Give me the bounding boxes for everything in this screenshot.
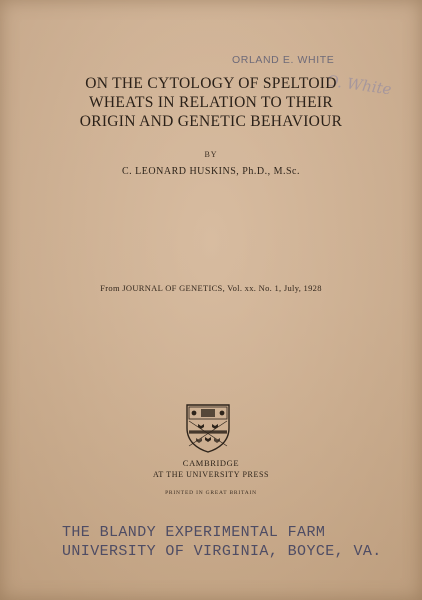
- library-stamp-line-1: THE BLANDY EXPERIMENTAL FARM: [62, 524, 326, 541]
- handwritten-signature: O. White: [325, 71, 393, 99]
- owner-stamp: ORLAND E. WHITE: [232, 54, 335, 66]
- publisher-press: AT THE UNIVERSITY PRESS: [152, 470, 270, 479]
- cambridge-crest-icon: [184, 402, 232, 454]
- library-stamp: [62, 523, 382, 561]
- library-stamp-line-2: UNIVERSITY OF VIRGINIA, BOYCE, VA.: [62, 543, 382, 560]
- title-line-3: ORIGIN AND GENETIC BEHAVIOUR: [79, 113, 343, 130]
- document-title: [40, 74, 382, 131]
- printed-in-line: PRINTED IN GREAT BRITAIN: [165, 490, 257, 496]
- journal-citation: From JOURNAL OF GENETICS, Vol. xx. No. 1, July, 1928: [100, 283, 322, 293]
- title-line-2: WHEATS IN RELATION TO THEIR: [88, 94, 334, 111]
- publisher-city: CAMBRIDGE: [182, 458, 240, 468]
- by-label: BY: [204, 150, 218, 159]
- author-line: C. LEONARD HUSKINS, Ph.D., M.Sc.: [122, 166, 300, 177]
- title-line-1: ON THE CYTOLOGY OF SPELTOID: [85, 75, 337, 92]
